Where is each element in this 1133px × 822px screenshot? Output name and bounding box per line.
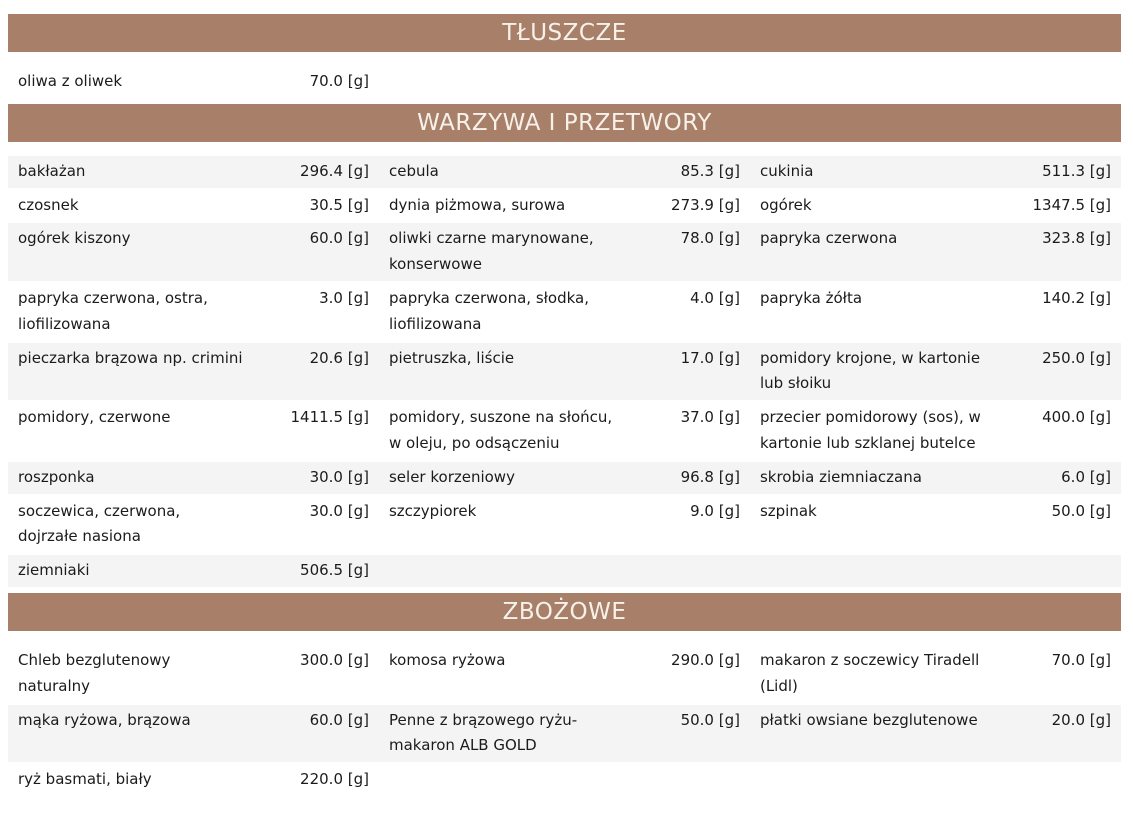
table-row xyxy=(8,764,1121,796)
item-name: komosa ryżowa xyxy=(388,650,506,669)
item-name: przecier pomidorowy (sos), w kartonie lub szklanej butelce xyxy=(759,408,981,452)
table-row xyxy=(8,223,1121,281)
item-name: ryż basmati, biały xyxy=(18,770,152,789)
item-amount: 30.0 [g] xyxy=(309,501,369,520)
item-name: mąka ryżowa, brązowa xyxy=(8,705,251,763)
table-row xyxy=(8,156,1121,188)
item-name: czosnek xyxy=(18,195,79,214)
item-amount: 511.3 [g] xyxy=(993,156,1121,188)
item-amount: 37.0 [g] xyxy=(680,408,740,427)
item-name: papryka czerwona, ostra, liofilizowana xyxy=(18,288,208,333)
table-row xyxy=(8,462,1121,494)
item-amount: 70.0 [g] xyxy=(1051,650,1111,669)
item-amount: 1411.5 [g] xyxy=(290,408,369,427)
item-name: szczypiorek xyxy=(388,501,477,520)
item-name: pietruszka, liście xyxy=(379,343,622,401)
item-amount: 140.2 [g] xyxy=(1042,288,1111,307)
item-name: ogórek kiszony xyxy=(8,223,251,281)
table-row xyxy=(8,705,1121,763)
item-name: soczewica, czerwona, dojrzałe nasiona xyxy=(18,501,181,546)
section-tluszcze xyxy=(8,14,1121,100)
item-amount: 290.0 [g] xyxy=(671,650,740,669)
item-amount: 6.0 [g] xyxy=(993,462,1121,494)
item-amount: 506.5 [g] xyxy=(251,555,379,587)
table-row xyxy=(8,555,1121,587)
item-amount: 70.0 [g] xyxy=(309,72,369,90)
item-amount: 20.6 [g] xyxy=(251,343,379,401)
item-name: oliwki czarne marynowane, konserwowe xyxy=(379,223,622,281)
item-name: papryka czerwona, słodka, liofilizowana xyxy=(388,288,590,333)
item-amount: 85.3 [g] xyxy=(622,156,750,188)
item-amount xyxy=(993,764,1121,796)
item-amount: 50.0 [g] xyxy=(622,705,750,763)
item-amount xyxy=(622,764,750,796)
item-name: papryka żółta xyxy=(759,288,863,307)
table-row xyxy=(8,402,1121,460)
item-amount: 78.0 [g] xyxy=(622,223,750,281)
item-amount: 296.4 [g] xyxy=(251,156,379,188)
item-amount: 50.0 [g] xyxy=(1051,501,1111,520)
section-table-tluszcze xyxy=(8,64,1121,100)
item-amount: 323.8 [g] xyxy=(993,223,1121,281)
item-amount: 20.0 [g] xyxy=(993,705,1121,763)
item-name: cukinia xyxy=(750,156,993,188)
item-amount: 1347.5 [g] xyxy=(1032,195,1111,214)
section-title-tluszcze: TŁUSZCZE xyxy=(8,14,1121,52)
section-table-zbozowe xyxy=(8,643,1121,798)
item-name xyxy=(379,764,622,796)
item-name: Chleb bezglutenowy naturalny xyxy=(18,650,171,695)
section-table-warzywa-i-przetwory xyxy=(8,154,1121,589)
item-name: Penne z brązowego ryżu-makaron ALB GOLD xyxy=(379,705,622,763)
item-amount: 300.0 [g] xyxy=(300,650,369,669)
item-name: papryka czerwona xyxy=(750,223,993,281)
item-amount: 17.0 [g] xyxy=(622,343,750,401)
item-name: seler korzeniowy xyxy=(379,462,622,494)
item-amount: 3.0 [g] xyxy=(319,288,369,307)
item-name xyxy=(750,66,993,98)
item-amount: 250.0 [g] xyxy=(993,343,1121,401)
item-name: ziemniaki xyxy=(8,555,251,587)
item-name: dynia piżmowa, surowa xyxy=(388,195,566,214)
item-amount: 60.0 [g] xyxy=(251,223,379,281)
item-amount xyxy=(993,555,1121,587)
table-row xyxy=(8,66,1121,98)
item-name: makaron z soczewicy Tiradell (Lidl) xyxy=(759,650,980,695)
item-name: pomidory, suszone na słońcu, w oleju, po odsączeniu xyxy=(388,408,613,452)
item-name xyxy=(750,555,993,587)
item-name xyxy=(379,555,622,587)
item-amount: 273.9 [g] xyxy=(671,195,740,214)
section-title-warzywa-i-przetwory: WARZYWA I PRZETWORY xyxy=(8,104,1121,142)
item-amount xyxy=(622,66,750,98)
item-name xyxy=(379,66,622,98)
item-amount: 400.0 [g] xyxy=(1042,408,1111,427)
item-amount xyxy=(622,555,750,587)
item-name: roszponka xyxy=(8,462,251,494)
item-name: bakłażan xyxy=(8,156,251,188)
item-name: płatki owsiane bezglutenowe xyxy=(750,705,993,763)
item-name: pomidory krojone, w kartonie lub słoiku xyxy=(750,343,993,401)
table-row xyxy=(8,283,1121,341)
item-amount: 4.0 [g] xyxy=(690,288,740,307)
item-name: pomidory, czerwone xyxy=(18,408,171,427)
section-zbozowe xyxy=(8,593,1121,798)
item-name: ogórek xyxy=(759,195,812,214)
item-amount: 9.0 [g] xyxy=(690,501,740,520)
item-amount xyxy=(993,66,1121,98)
table-row xyxy=(8,645,1121,703)
table-row xyxy=(8,343,1121,401)
item-amount: 220.0 [g] xyxy=(300,770,369,789)
item-amount: 96.8 [g] xyxy=(622,462,750,494)
item-amount: 60.0 [g] xyxy=(251,705,379,763)
item-name: cebula xyxy=(379,156,622,188)
item-amount: 30.0 [g] xyxy=(251,462,379,494)
sections-container xyxy=(8,14,1121,798)
table-row xyxy=(8,190,1121,222)
section-warzywa-i-przetwory xyxy=(8,104,1121,589)
item-name: oliwa z oliwek xyxy=(18,72,123,90)
section-title-zbozowe: ZBOŻOWE xyxy=(8,593,1121,631)
item-name xyxy=(750,764,993,796)
item-name: skrobia ziemniaczana xyxy=(750,462,993,494)
item-name: szpinak xyxy=(759,501,817,520)
item-amount: 30.5 [g] xyxy=(309,195,369,214)
item-name: pieczarka brązowa np. crimini xyxy=(8,343,251,401)
table-row xyxy=(8,496,1121,554)
